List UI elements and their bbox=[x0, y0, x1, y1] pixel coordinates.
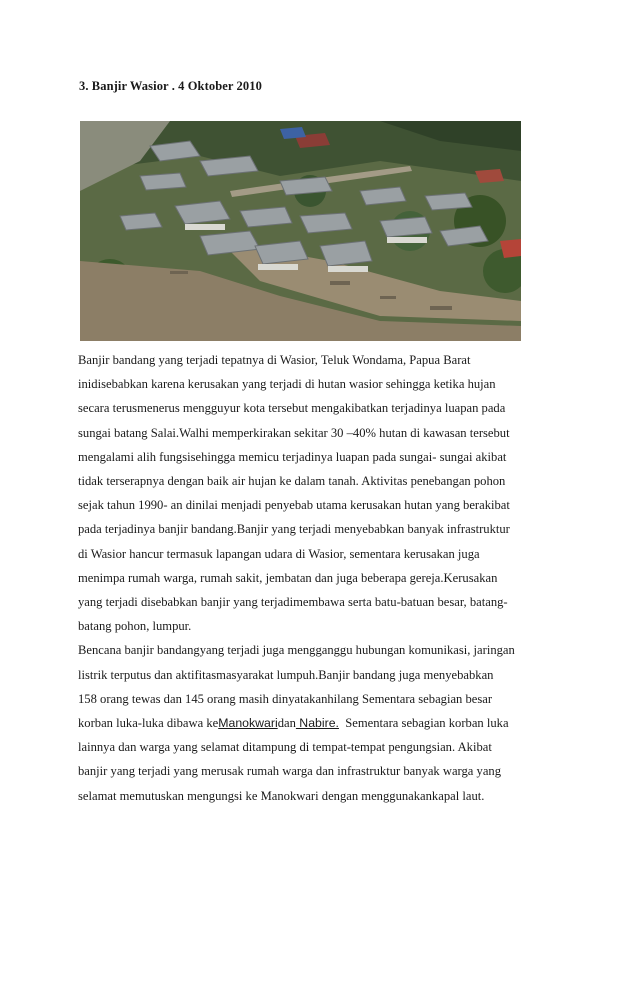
text-fragment: korban luka-luka dibawa ke bbox=[78, 716, 219, 731]
text-line: lainnya dan warga yang selamat ditampung di tempat-tempat pengungsian. Akibat bbox=[78, 740, 492, 755]
text-line: secara terusmenerus mengguyur kota tersebut mengakibatkan terjadinya luapan pada bbox=[78, 401, 506, 416]
text-line: sejak tahun 1990- an dinilai menjadi penyebab utama kerusakan hutan yang berakibat bbox=[78, 498, 510, 513]
paragraph-1 bbox=[78, 348, 570, 638]
flood-photo bbox=[80, 121, 521, 341]
text-line: Banjir bandang yang terjadi tepatnya di Wasior, Teluk Wondama, Papua Barat bbox=[78, 353, 471, 367]
article-body bbox=[78, 348, 570, 808]
text-line: listrik terputus dan aktifitasmasyarakat lumpuh.Banjir bandang juga menyebabkan bbox=[78, 667, 494, 682]
link-manokwari[interactable]: Manokwari bbox=[218, 716, 278, 731]
text-line: selamat memutuskan mengungsi ke Manokwari dengan menggunakankapal laut. bbox=[78, 788, 485, 803]
text-line: Bencana banjir bandangyang terjadi juga mengganggu hubungan komunikasi, jaringan bbox=[78, 643, 515, 658]
text-line: tidak terserapnya dengan baik air hujan ke dalam tanah. Aktivitas penebangan pohon bbox=[78, 474, 506, 489]
text-line: batang pohon, lumpur. bbox=[78, 619, 192, 634]
text-line: mengalami alih fungsisehingga memicu terjadinya luapan pada sungai- sungai akibat bbox=[78, 449, 507, 464]
text-line-with-links bbox=[78, 711, 570, 735]
text-line: di Wasior hancur termasuk lapangan udara di Wasior, sementara kerusakan juga bbox=[78, 546, 480, 561]
text-line: menimpa rumah warga, rumah sakit, jembatan dan juga beberapa gereja.Kerusakan bbox=[78, 570, 498, 585]
text-line: banjir yang terjadi yang merusak rumah warga dan infrastruktur banyak warga yang bbox=[78, 764, 502, 779]
section-heading: 3. Banjir Wasior . 4 Oktober 2010 bbox=[79, 79, 262, 93]
text-line: yang terjadi disebabkan banjir yang terjadimembawa serta batu-batuan besar, batang- bbox=[78, 595, 508, 610]
flood-photo-image bbox=[80, 121, 521, 341]
link-nabire[interactable]: Nabire. bbox=[295, 716, 339, 731]
text-line: inidisebabkan karena kerusakan yang terjadi di hutan wasior sehingga ketika hujan bbox=[78, 377, 496, 392]
text-line: pada terjadinya banjir bandang.Banjir yang terjadi menyebabkan banyak infrastruktur bbox=[78, 522, 510, 537]
text-line: 158 orang tewas dan 145 orang masih dinyatakanhilang Sementara sebagian besar bbox=[78, 691, 493, 706]
paragraph-2 bbox=[78, 638, 570, 807]
text-fragment: Sementara sebagian korban luka bbox=[338, 716, 509, 731]
text-line: sungai batang Salai.Walhi memperkirakan sekitar 30 –40% hutan di kawasan tersebut bbox=[78, 425, 510, 440]
text-fragment: dan bbox=[277, 716, 296, 731]
